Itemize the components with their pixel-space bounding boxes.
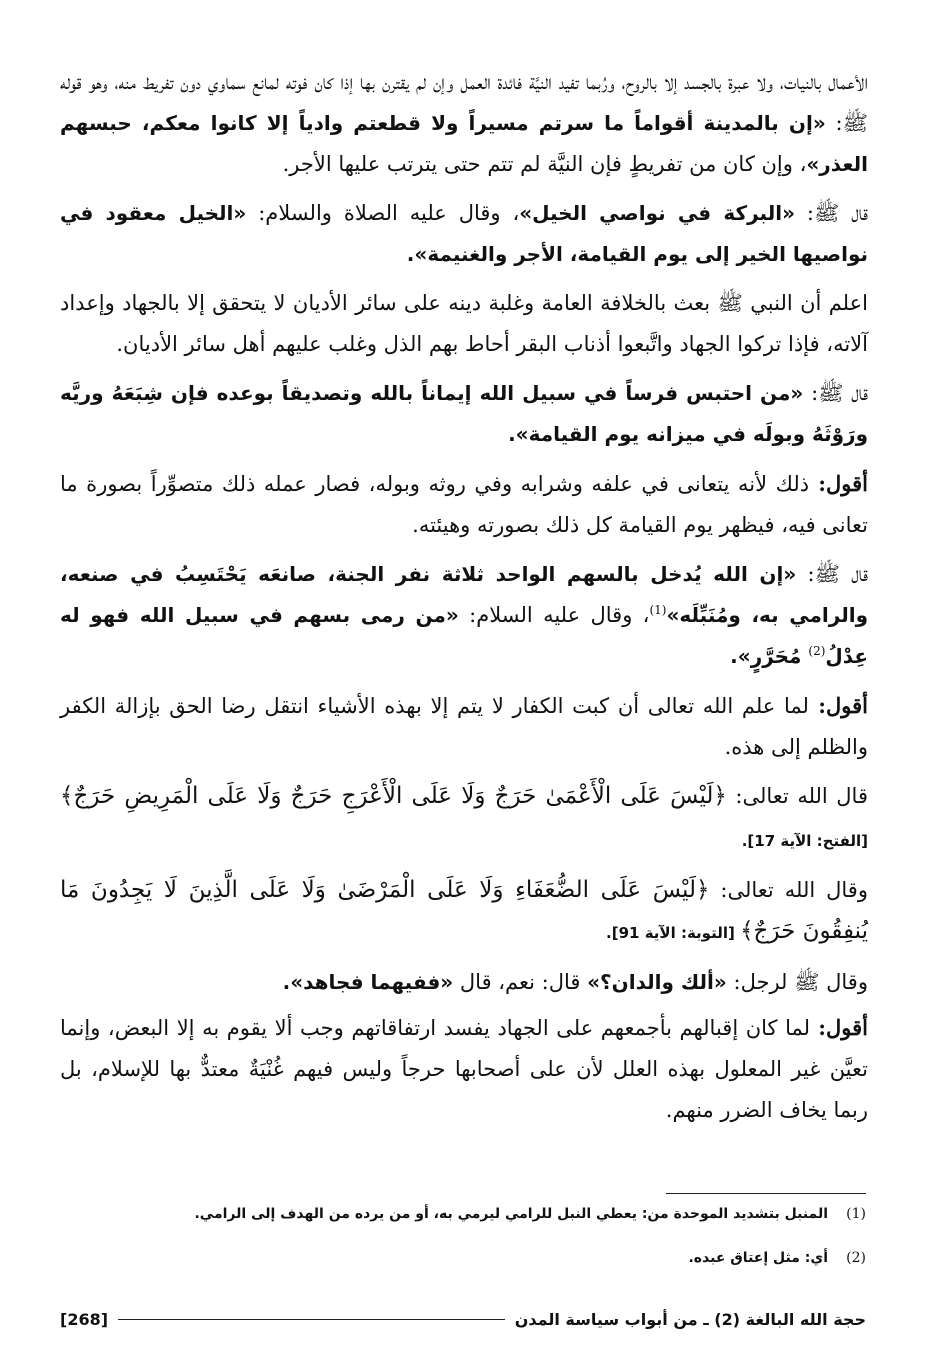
paragraph-lead: قال الله تعالى: xyxy=(726,784,868,808)
paragraph-arrow-hadith xyxy=(60,554,868,677)
quran-verse: ﴿لَيْسَ عَلَى الضُّعَفَاءِ وَلَا عَلَى الْمَرْضَىٰ وَلَا عَلَى الَّذِينَ لَا يَجِدُونَ مَا يُنفِقُونَ حَرَجٌ﴾ xyxy=(60,877,868,944)
hadith-quote: «إن بالمدينة أقواماً ما سرتم مسيراً ولا قطعتم وادياً إلا كانوا معكم، حبسهم العذر» xyxy=(60,111,868,176)
footnote-number: (2) xyxy=(846,1250,866,1266)
paragraph-text: اعلم أن النبي ﷺ بعث بالخلافة العامة وغلبة دينه على سائر الأديان لا يتحقق إلا بالجهاد وإعداد آلاته، فإذا تركوا الجهاد واتَّبعوا أذناب البقر أحاط بهم الذل وغلب عليهم أهل سائر الأديان. xyxy=(60,291,868,356)
paragraph-text: ، وإن كان من تفريطٍ فإن النيَّة لم تتم حتى يترتب عليها الأجر. xyxy=(282,152,807,176)
paragraph-text: الأعمال بالنيات، ولا عبرة بالجسد إلا بالروح، ورُبما تفيد النيَّة فائدة العمل وإن لم يقترن بها إذا كان فوته لمانع سماوي دون تفريط منه، وهو قوله ﷺ: xyxy=(60,70,869,135)
paragraph-intentions xyxy=(60,62,868,185)
hadith-quote: «إن الله يُدخل بالسهم الواحد ثلاثة نفر الجنة، صانعَه يَحْتَسِبُ في صنعه، والرامي به، ومُنَبِّلَه» xyxy=(60,562,869,627)
footnote-item xyxy=(60,1206,866,1250)
paragraph-lead: وقال ﷺ لرجل: xyxy=(726,970,868,994)
page-footer xyxy=(60,1306,866,1332)
hadith-quote: «ألك والدان؟» xyxy=(587,970,727,994)
footnote-number: (1) xyxy=(846,1206,866,1222)
paragraph-jihad-caliphate xyxy=(60,283,868,365)
footnotes xyxy=(60,1206,866,1294)
hadith-quote: مُحَرَّرٍ». xyxy=(730,644,809,668)
paragraph-parents xyxy=(60,962,868,1003)
paragraph-text: لما كان إقبالهم بأجمعهم على الجهاد يفسد ارتفاقاتهم وجب ألا يقوم به إلا البعض، وإنما تعيَّن غير المعلول بهذه العلل لأن على أصحابها حرجاً وليس فيهم غُنْيَةٌ معتدٌّ بها للإسلام، بل ربما يخاف الضرر منهم. xyxy=(60,1016,868,1122)
footnote-divider xyxy=(666,1193,866,1194)
footer-divider xyxy=(118,1319,505,1320)
paragraph-horses-blessing xyxy=(60,193,868,275)
paragraph-lead: أقول: xyxy=(808,693,868,718)
paragraph-text: ، وقال عليه السلام: xyxy=(458,603,650,627)
footnote-marker-2[interactable]: (2) xyxy=(808,644,826,658)
paragraph-commentary-exemption xyxy=(60,1007,868,1131)
hadith-quote: «ففيهما فجاهد». xyxy=(282,970,454,994)
paragraph-text: لما علم الله تعالى أن كبت الكفار لا يتم إلا بهذه الأشياء انتقل رضا الحق بإزالة الكفر والظلم إلى هذه. xyxy=(60,694,868,759)
hadith-quote: «الخيل معقود في نواصيها الخير إلى يوم القيامة، الأجر والغنيمة». xyxy=(60,201,868,266)
page-number: [268] xyxy=(60,1309,109,1329)
paragraph-quran-tawbah xyxy=(60,870,868,954)
paragraph-lead: وقال الله تعالى: xyxy=(709,878,868,902)
paragraph-text: قال: نعم، قال xyxy=(453,970,588,994)
paragraph-text: ، وقال عليه الصلاة والسلام: xyxy=(246,201,520,225)
hadith-quote: «من رمى بسهم في سبيل الله فهو له عِدْلُ xyxy=(60,603,868,668)
paragraph-commentary-kafir xyxy=(60,685,868,768)
footnote-text: المنبل بتشديد الموحدة من: يعطي النبل للرامي ليرمي به، أو من يرده من الهدف إلى الرامي. xyxy=(194,1206,828,1222)
hadith-quote: «البركة في نواصي الخيل» xyxy=(519,201,795,225)
paragraph-horse-reward xyxy=(60,373,868,455)
footnote-item xyxy=(60,1250,866,1294)
paragraph-commentary-horse xyxy=(60,463,868,546)
footer-title: حجة الله البالغة (2) ـ من أبواب سياسة المدن xyxy=(514,1309,866,1329)
paragraph-text: ذلك لأنه يتعانى في علفه وشرابه وفي روثه وبوله، فصار عمله ذلك متصوِّراً بصورة ما تعانى فيه، فيظهر يوم القيامة كل ذلك بصورته وهيئته. xyxy=(60,472,868,537)
hadith-quote: «من احتبس فرساً في سبيل الله إيماناً بالله وتصديقاً بوعده فإن شِبَعَهُ وريَّه ورَوْثَهُ وبولَه في ميزانه يوم القيامة». xyxy=(60,381,868,446)
paragraph-lead: قال ﷺ: xyxy=(796,562,868,586)
footnote-marker-1[interactable]: (1) xyxy=(649,603,667,617)
paragraph-lead: قال ﷺ: xyxy=(795,201,868,225)
quran-verse: ﴿لَيْسَ عَلَى الْأَعْمَىٰ حَرَجٌ وَلَا عَلَى الْأَعْرَجِ حَرَجٌ وَلَا عَلَى الْمَرِيضِ حَرَجٌ﴾ xyxy=(60,783,727,809)
paragraph-lead: قال ﷺ: xyxy=(803,381,868,405)
verse-reference: [التوبة: الآية 91]. xyxy=(606,924,741,942)
footnote-text: أي: مثل إعتاق عبده. xyxy=(688,1250,828,1266)
paragraph-lead: أقول: xyxy=(810,1015,868,1040)
paragraph-quran-fath xyxy=(60,776,868,862)
page-body xyxy=(60,62,868,1139)
verse-reference: [الفتح: الآية 17]. xyxy=(741,832,868,850)
paragraph-lead: أقول: xyxy=(809,471,869,496)
